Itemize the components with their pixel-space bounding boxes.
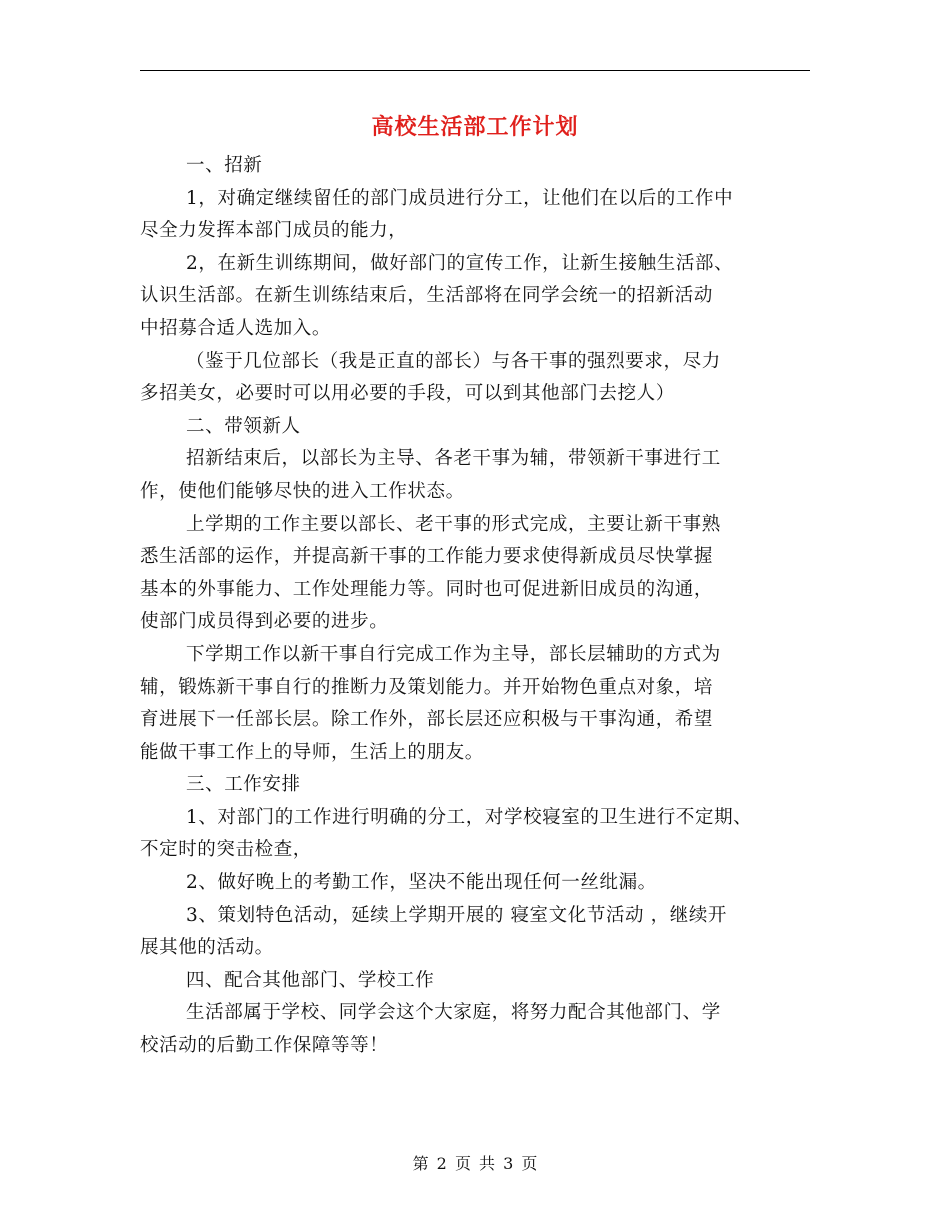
body-line: 三、工作安排 — [186, 774, 301, 796]
body-line: 悉生活部的运作，并提高新干事的工作能力要求使得新成员尽快掌握 — [140, 546, 714, 568]
body-line: 尽全力发挥本部门成员的能力， — [140, 220, 408, 242]
page-footer: 第 2 页 共 3 页 — [412, 1154, 538, 1173]
body-line: 展其他的活动。 — [140, 937, 274, 959]
body-line: 不定时的突击检查， — [140, 839, 312, 861]
body-line: 多招美女，必要时可以用必要的手段，可以到其他部门去挖人） — [140, 383, 675, 405]
body-line: 校活动的后勤工作保障等等！ — [140, 1035, 389, 1057]
body-line: （鉴于几位部长（我是正直的部长）与各干事的强烈要求，尽力 — [186, 350, 721, 372]
body-line: 一、招新 — [186, 155, 263, 176]
body-line: 基本的外事能力、工作处理能力等。同时也可促进新旧成员的沟通， — [140, 578, 714, 600]
body-line: 3、策划特色活动，延续上学期开展的 寝室文化节活动 ，继续开 — [186, 904, 728, 926]
body-line: 四、配合其他部门、学校工作 — [186, 969, 435, 991]
header-rule — [140, 70, 810, 71]
document-title: 高校生活部工作计划 — [371, 114, 579, 140]
body-line: 招新结束后，以部长为主导、各老干事为辅，带领新干事进行工 — [186, 448, 721, 470]
body-line: 下学期工作以新干事自行完成工作为主导，部长层辅助的方式为 — [186, 643, 721, 665]
body-line: 1，对确定继续留任的部门成员进行分工，让他们在以后的工作中 — [186, 187, 734, 209]
body-line: 2、做好晚上的考勤工作，坚决不能出现任何一丝纰漏。 — [186, 872, 657, 894]
body-line: 育进展下一任部长层。除工作外，部长层还应积极与干事沟通，希望 — [140, 709, 714, 731]
body-line: 能做干事工作上的导师，生活上的朋友。 — [140, 741, 484, 763]
body-line: 1、对部门的工作进行明确的分工，对学校寝室的卫生进行不定期、 — [186, 806, 753, 828]
body-line: 上学期的工作主要以部长、老干事的形式完成，主要让新干事熟 — [186, 513, 721, 535]
body-line: 使部门成员得到必要的进步。 — [140, 611, 389, 633]
body-line: 2，在新生训练期间，做好部门的宣传工作，让新生接触生活部、 — [186, 252, 734, 274]
body-line: 生活部属于学校、同学会这个大家庭，将努力配合其他部门、学 — [186, 1002, 721, 1024]
body-line: 作，使他们能够尽快的进入工作状态。 — [140, 480, 465, 502]
body-line: 二、带领新人 — [186, 415, 301, 437]
body-line: 中招募合适人选加入。 — [140, 317, 332, 339]
body-line: 认识生活部。在新生训练结束后，生活部将在同学会统一的招新活动 — [140, 285, 714, 307]
document-body — [140, 150, 810, 1063]
body-line: 辅，锻炼新干事自行的推断力及策划能力。并开始物色重点对象，培 — [140, 676, 714, 698]
